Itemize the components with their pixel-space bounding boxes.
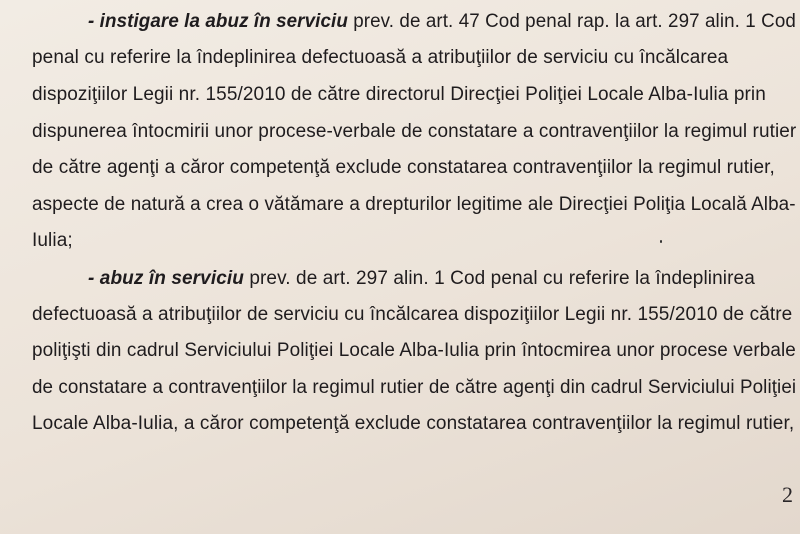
paper-speck [660, 240, 662, 243]
paragraph-2-line-3: poliţişti din cadrul Serviciului Poliţiei Locale Alba-Iulia prin întocmirea unor procese verbale [32, 340, 796, 361]
paragraph-1-line-2: penal cu referire la îndeplinirea defectuoasă a atribuţiilor de serviciu cu încălcarea [32, 47, 729, 68]
paragraph-1-line-1 [88, 10, 796, 34]
paragraph-2-line-1-text: prev. de art. 297 alin. 1 Cod penal cu referire la îndeplinirea [243, 268, 755, 289]
paragraph-2-line-4: de constatare a contravenţiilor la regimul rutier de către agenţi din cadrul Serviciului Poliţiei [32, 377, 797, 398]
page-number: 2 [782, 482, 793, 507]
paragraph-2-lead: - abuz în serviciu [88, 268, 244, 289]
paragraph-1-line-5: de către agenţi a căror competenţă exclude constatarea contravenţiilor la regimul rutier, [32, 157, 775, 178]
paragraph-2-line-5: Locale Alba-Iulia, a căror competenţă exclude constatarea contravenţiilor la regimul rutier, [32, 413, 795, 434]
paragraph-2-line-2: defectuoasă a atribuţiilor de serviciu cu încălcarea dispoziţiilor Legii nr. 155/2010 de către [32, 304, 793, 325]
paragraph-1-line-6: aspecte de natură a crea o vătămare a drepturilor legitime ale Direcţiei Poliţia Locală Alba- [32, 194, 796, 215]
paragraph-1-line-3: dispoziţiilor Legii nr. 155/2010 de către directorul Direcţiei Poliţiei Locale Alba-Iulia prin [32, 84, 766, 105]
paragraph-1-line-4: dispunerea întocmirii unor procese-verbale de constatare a contravenţiilor la regimul rutier [32, 121, 797, 142]
paragraph-2-line-1 [88, 267, 755, 291]
paragraph-1-lead: - instigare la abuz în serviciu [88, 11, 348, 32]
paragraph-1-line-1-text: prev. de art. 47 Cod penal rap. la art. 297 alin. 1 Cod [347, 11, 796, 32]
paragraph-1-line-7: Iulia; [32, 230, 73, 251]
